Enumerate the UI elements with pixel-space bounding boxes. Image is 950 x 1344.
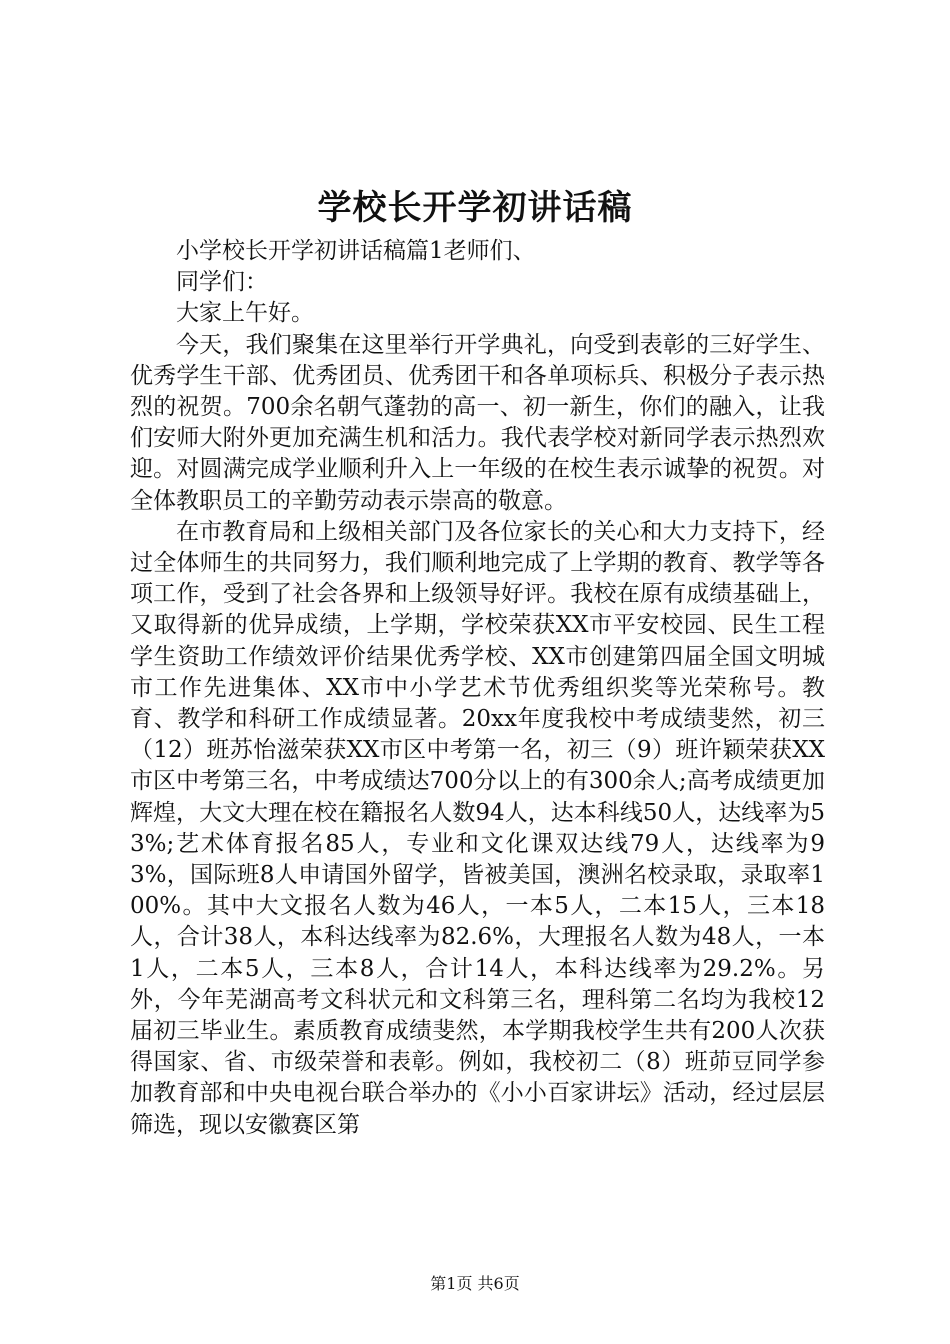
paragraph-achievements: 在市教育局和上级相关部门及各位家长的关心和大力支持下，经过全体师生的共同努力，我们顺利地完成了上学期的教育、教学等各项工作，受到了社会各界和上级领导好评。我校在原有成绩基础上，又取得新的优异成绩，上学期，学校荣获XX市平安校园、民生工程学生资助工作绩效评价结果优秀学校、XX市创建第四届全国文明城市工作先进集体、XX市中小学艺术节优秀组织奖等光荣称号。教育、教学和科研工作成绩显著。20xx年度我校中考成绩斐然，初三（12）班苏怡滋荣获XX市区中考第一名，初三（9）班许颖荣获XX市区中考第三名，中考成绩达700分以上的有300余人;高考成绩更加辉煌，大文大理在校在籍报名人数94人，达本科线50人，达线率为53%;艺术体育报名85人，专业和文化课双达线79人，达线率为93%，国际班8人申请国外留学，皆被美国，澳洲名校录取，录取率100%。其中大文报名人数为46人，一本5人，二本15人，三本18人，合计38人，本科达线率为82.6%，大理报名人数为48人，一本1人，二本5人，三本8人，合计14人，本科达线率为29.2%。另外，今年芜湖高考文科状元和文科第三名，理科第二名均为我校12届初三毕业生。素质教育成绩斐然，本学期我校学生共有200人次获得国家、省、市级荣誉和表彰。例如，我校初二（8）班茆豆同学参加教育部和中央电视台联合举办的《小小百家讲坛》活动，经过层层筛选，现以安徽赛区第 <box>130 518 825 1138</box>
paragraph-opening: 今天，我们聚集在这里举行开学典礼，向受到表彰的三好学生、优秀学生干部、优秀团员、优秀团干和各单项标兵、积极分子表示热烈的祝贺。700余名朝气蓬勃的高一、初一新生，你们的融入，让我们安师大附外更加充满生机和活力。我代表学校对新同学表示热烈欢迎。对圆满完成学业顺利升入上一年级的在校生表示诚挚的祝贺。对全体教职员工的辛勤劳动表示崇高的敬意。 <box>130 331 825 514</box>
document-body <box>130 236 825 1141</box>
paragraph-greeting-2: 同学们： <box>176 269 268 296</box>
paragraph-greeting-1: 小学校长开学初讲话稿篇1老师们、 <box>176 238 536 264</box>
paragraph-greeting-3: 大家上午好。 <box>176 300 314 327</box>
document-title: 学校长开学初讲话稿 <box>317 188 633 228</box>
page-number: 第1页 共6页 <box>430 1274 520 1293</box>
